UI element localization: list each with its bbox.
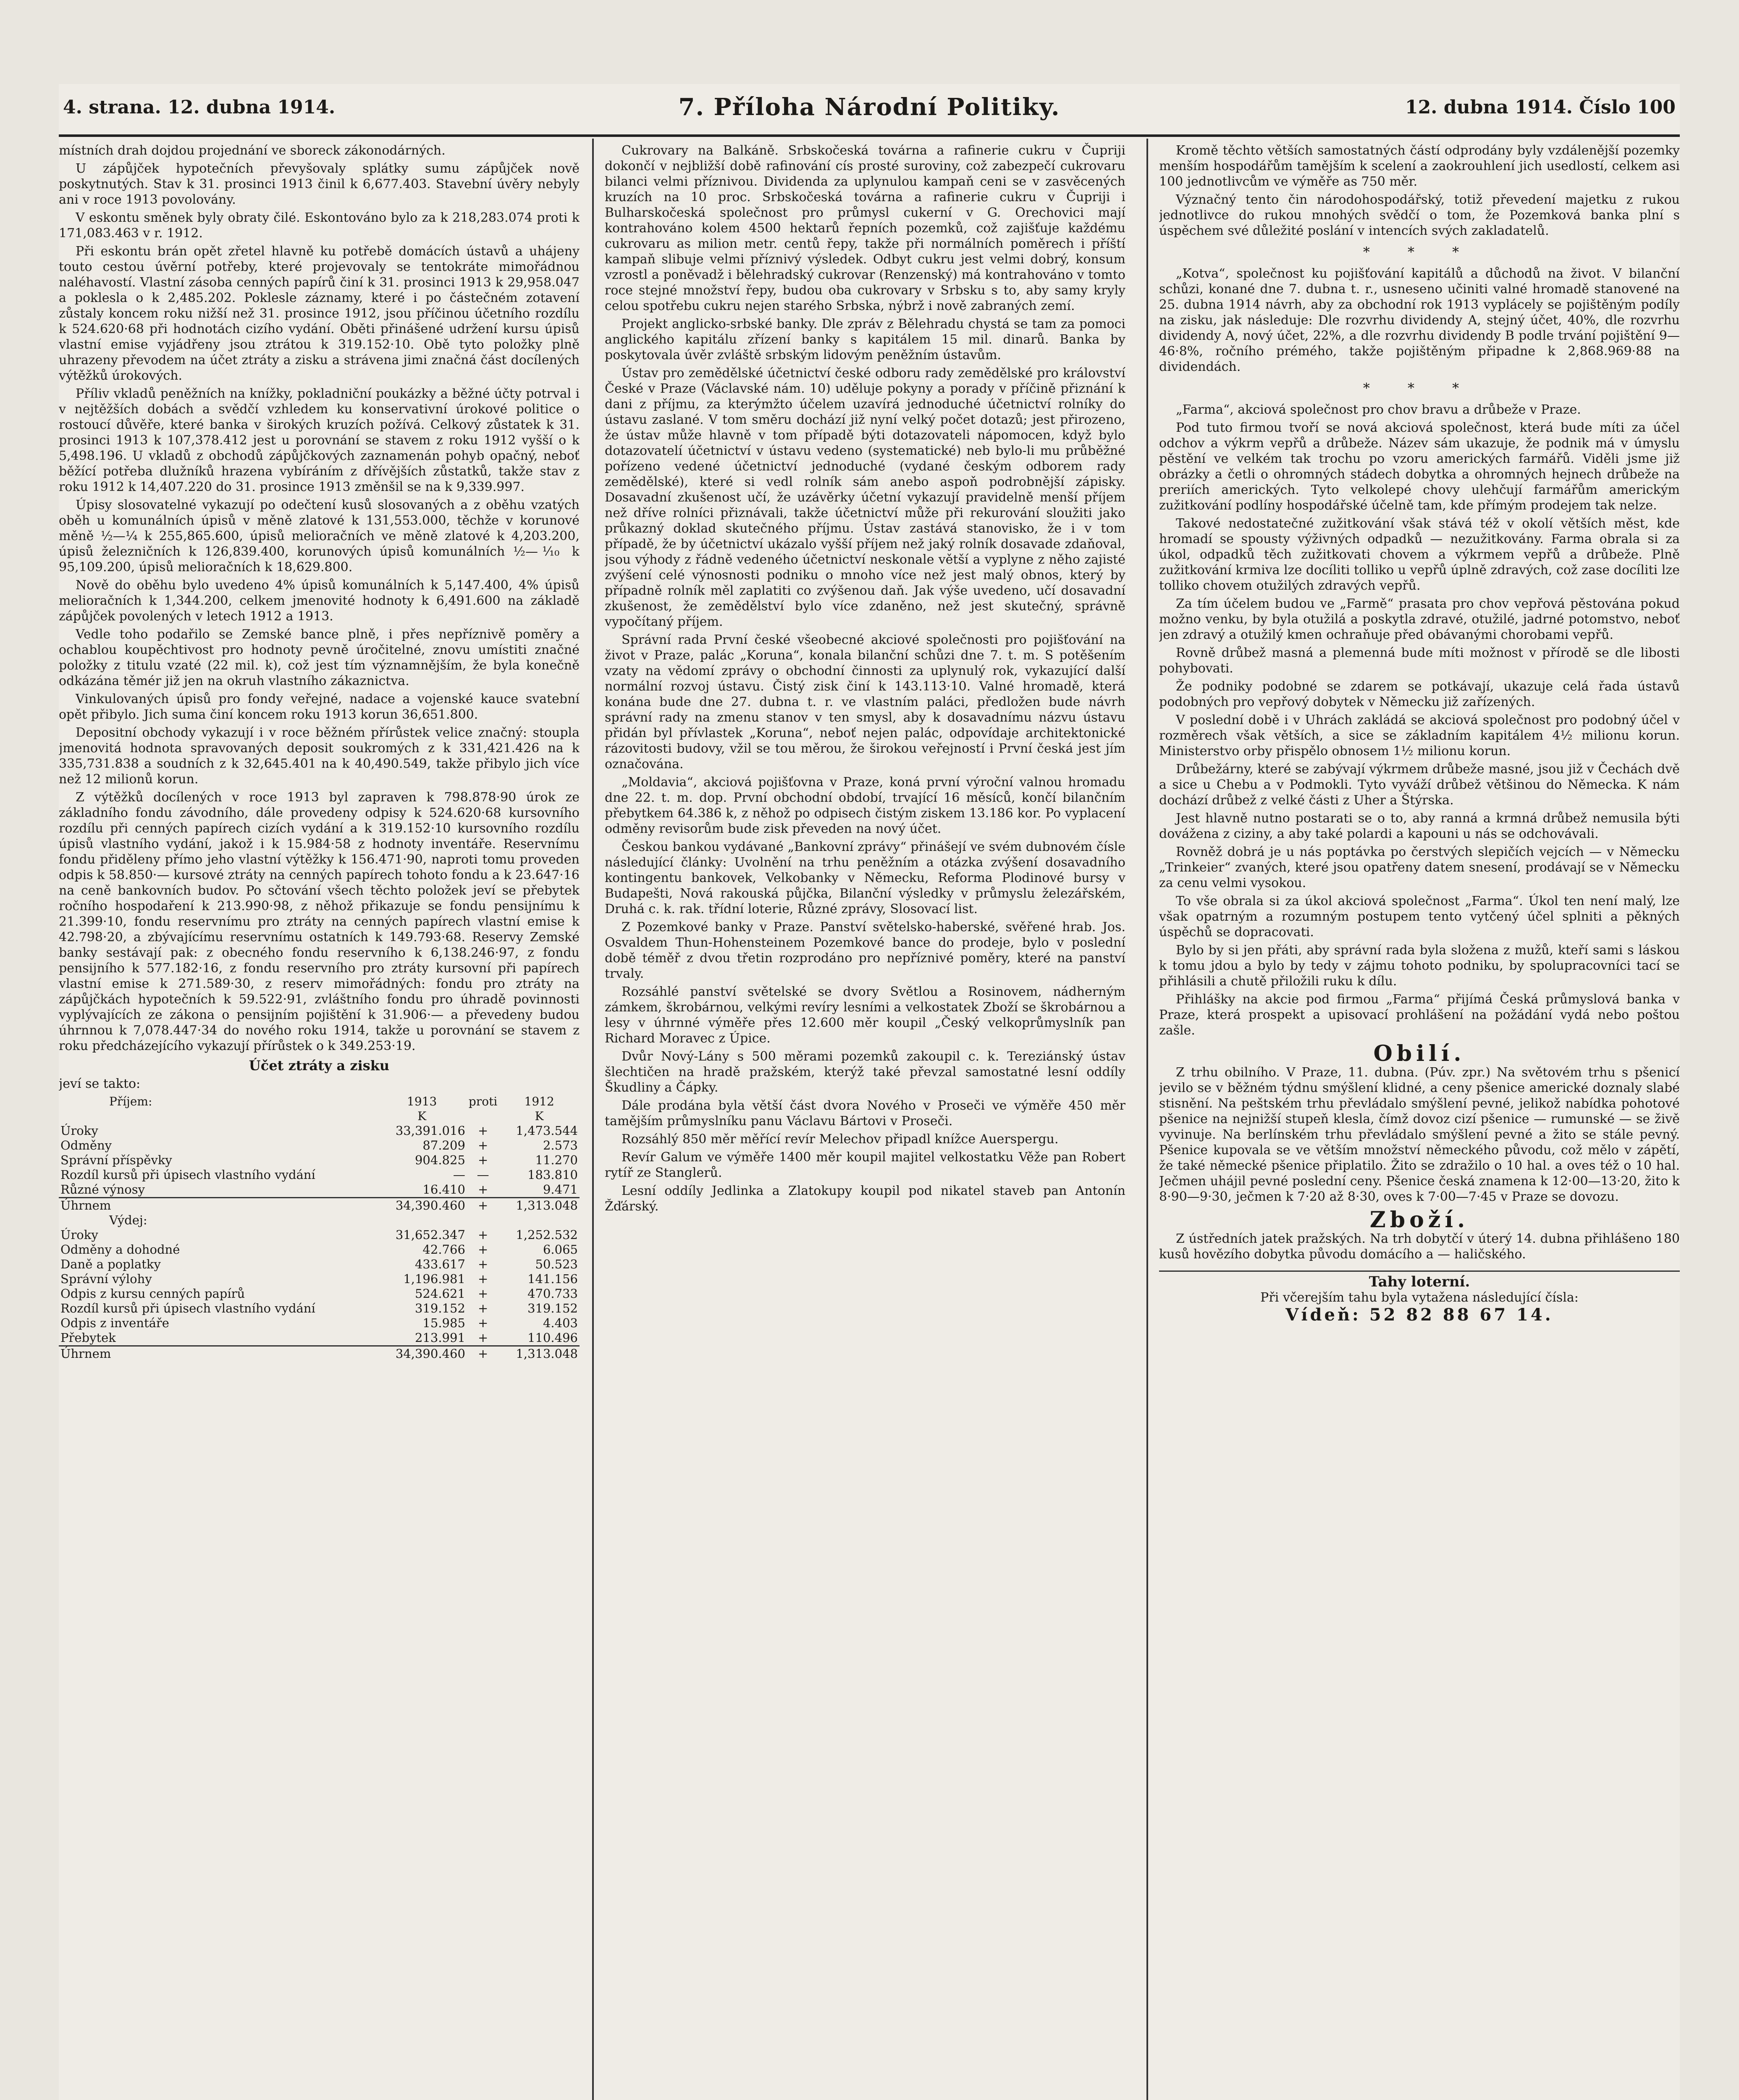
table-cell: Přebytek	[60, 1331, 116, 1345]
table-cell: 87.209	[422, 1138, 465, 1152]
table-cell: 319.152	[527, 1301, 578, 1315]
table-cell: Rozdíl kursů při úpisech vlastního vydání	[60, 1301, 315, 1315]
table-total-row	[59, 1198, 580, 1213]
article-paragraph: Z výtěžků docílených v roce 1913 byl zapraven k 798.878·90 úrok ze základního fondu závodního, dále provedeny odpisy k 524.620·68 kursovního rozdílu při cenných papírech cizích vydání a k 319.152·10 kursovního rozdílu úpisů vlastního vydání, jakož i k 15.984·58 z hodnoty inventáře. Reservnímu fondu přiděleny přímo jeho vlastní výtěžky k 156.471·90, naproti tomu proveden odpis k 58.850·— kursové ztráty na cenných papírech tohoto fondu a k 23.647·16 na ceně bankovních budov. Po sčtování všech těchto položek jeví se přebytek ročního hospodaření k 213.990·98, z něhož přikazuje se fondu pensijnímu k 21.399·10, fondu reservnímu pro ztráty na cenných papírech vlastní emise k 42.798·20, a zbývajícímu reservnímu ostatních k 149.793·68. Reservy Zemské banky sestávají pak: z obecného fondu reservního k 6,138.246·97, z fondu pensijního k 577.182·16, z fondu reservního pro ztráty kursovní při papírech vlastní emise k 271.589·30, z reserv mimořádných: fondu pro ztráty na zápůjčkách hypotečních k 59.522·91, zvláštního fondu pro úhradě povinnosti vyplývajících ze zákona o pensijním pojištění k 31.906·— a převedeny budou úhrnnou k 7,078.447·34 do nového roku 1914, takže u porovnání se stavem z roku předcházejícího vykazují přírůstek o k 349.253·19.	[59, 790, 580, 1053]
column-2	[605, 143, 1125, 2100]
article-paragraph: Že podniky podobné se zdarem se potkávají, ukazuje celá řada ústavů podobných pro vepřový dobytek v Německu již zařízených.	[1159, 679, 1680, 709]
column-3	[1159, 143, 1680, 2100]
article-paragraph: Rozsáhlé panství světelské se dvory Světlou a Rosinovem, nádherným zámkem, škrobárnou, velkými revíry lesními a velkostatek Zboží se škrobárnou a lesy v úhrnné výměře přes 12.600 měr koupil „Český velkoprůmyslník pan Richard Moravec z Úpice.	[605, 984, 1125, 1046]
table-cell: +	[477, 1138, 488, 1152]
article-slaughterhouse: Z ústředních jatek pražských. Na trh dobytčí v úterý 14. dubna přihlášeno 180 kusů hovězího dobytka původu domácího a — haličského.	[1159, 1231, 1680, 1262]
table-cell: 110.496	[527, 1331, 578, 1345]
table-cell: +	[467, 1198, 499, 1213]
article-paragraph: Význačný tento čin národohospodářský, totiž převedení majetku z rukou jednotlivce do rukou mnohých svědčí o tom, že Pozemková banka plní s úspěchem své důležité poslání v intencích svých zakladatelů.	[1159, 192, 1680, 238]
column-divider	[1146, 139, 1148, 2100]
article-paragraph: Jest hlavně nutno postarati se o to, aby ranná a krmná drůbež nemusila býti dovážena z ciziny, a aby také polardi a kapouni u nás se odchovávali.	[1159, 811, 1680, 841]
article-moldavia: „Moldavia“, akciová pojišťovna v Praze, koná první výroční valnou hromadu dne 22. t. m. dop. První obchodní období, trvající 16 měsíců, končí bilančním přebytkem 64.386 k, z něhož po odpisech čistým ziskem 13.186 kor. Po vyplacení odměny revisorům bude zisk převeden na nový účet.	[605, 775, 1125, 836]
table-cell: +	[477, 1272, 488, 1286]
table-cell: Úroky	[60, 1228, 98, 1242]
table-cell: Daně a poplatky	[60, 1257, 161, 1271]
table-cell: +	[477, 1301, 488, 1315]
article-sugar-balkans: Cukrovary na Balkáně. Srbskočeská továrna a rafinerie cukru v Čupriji dokončí v nejbližší době rafinování cís prosté suroviny, což zabezpečí cukrovaru bilanci velmi příznivou. Dividenda za uplynulou kampaň ceni se v zasvěcených kruzích na 10 proc. Srbskočeská továrna a rafinerie cukru v Čupriji i Bulharskočeská společnost pro průmysl cukerní v G. Orechovici mají kontrahováno kolem 4500 hektarů řepních pozemků, což zajišťuje každému cukrovaru as milion metr. centů řepy, takže při normálních poměrech i příští kampaň slibuje velmi příznivý výsledek. Odbyt cukru jest velmi dobrý, konsum vzrostl a poněvadž i bělehradský cukrovar (Renzenský) má kontrahováno v tomto roce stejné množství řepy, budou oba cukrovary v Srbsku s to, aby samy kryly celou spotřebu cukru nejen starého Srbska, nýbrž i nově zabraných zemí.	[605, 143, 1125, 313]
table-cell: 33,391.016	[395, 1124, 465, 1138]
article-paragraph: Drůbežárny, které se zabývají výkrmem drůbeže masné, jsou již v Čechách dvě a sice u Chebu a v Podmokli. Tyto vyváží drůbež většinou do Německa. K nám dochází drůbež z velké části z Uher a Štýrska.	[1159, 762, 1680, 808]
table-cell: 16.410	[422, 1182, 465, 1197]
account-intro: jeví se takto:	[59, 1076, 141, 1091]
table-cell: Odměny	[60, 1138, 112, 1152]
table-cell: 50.523	[535, 1257, 578, 1271]
table-row	[59, 1331, 580, 1346]
table-cell: Odpis z kursu cenných papírů	[60, 1286, 245, 1301]
table-row	[59, 1242, 580, 1257]
table-cell: 15.985	[422, 1316, 465, 1330]
article-paragraph: Úpisy slosovatelné vykazují po odečtení kusů slosovaných a z oběhu vzatých oběh u komunálních úpisů v měně zlatové k 131,553.000, těchže v korunové měně ½—¼ k 255,865.600, úpisů melioračních ve měně zlatové k 4,203.200, úpisů železničních k 126,839.400, korunových úpisů komunálních ½—⅒ k 95,109.200, úpisů melioračních k 18,629.800.	[59, 498, 580, 575]
profit-loss-table	[59, 1094, 580, 1361]
lottery-box	[1159, 1270, 1680, 1323]
lottery-numbers: 52 82 88 67 14.	[1369, 1305, 1553, 1325]
account-title: Účet ztráty a zisku	[249, 1058, 390, 1074]
article-first-czech-insurance: Správní rada První české všeobecné akciové společnosti pro pojišťování na život v Praze, palác „Koruna“, konala bilanční schůzi dne 7. t. m. S potěšením vzaty na vědomí zprávy o obchodní činnosti za uplynulý rok, vykazující další normální rozvoj ústavu. Čistý zisk činí k 143.113·10. Valné hromadě, která konána bude dne 27. dubna t. r. ve vlastním paláci, předložen bude návrh správní rady na zmenu stanov v ten smysl, aby k dosavadnímu názvu ústavu přidán byl přívlastek „Koruna“, neboť nejen palác, odpovídaje architektonické rázovitosti budovy, vžil se tou měrou, že širokou veřejností i První česká jest jím označována.	[605, 633, 1125, 772]
page-header	[59, 84, 1680, 137]
table-section-label: Výdej:	[109, 1213, 147, 1227]
lottery-results	[1159, 1307, 1680, 1323]
table-cell: 34,390.460	[377, 1346, 467, 1362]
table-cell: Správní výlohy	[60, 1272, 152, 1286]
article-paragraph: Takové nedostatečné zužitkování však stává též v okolí větších měst, kde hromadí se spousty výživných odpadků — nezužitkovány. Farma obrala si za úkol, odpadků těch zužitkovati chovem a výkrmem vepřů a drůbeže. Plně zužitkování krmiva lze docíliti tolliko u vepřů úplně zdravých, což zase docíliti lze tolliko chovem otužilých zdravých vepřů.	[1159, 516, 1680, 593]
table-cell: 433.617	[414, 1257, 465, 1271]
table-cell: +	[477, 1228, 488, 1242]
table-cell: 319.152	[414, 1301, 465, 1315]
table-cell: 6.065	[543, 1242, 578, 1257]
section-heading-goods: Zboží.	[1369, 1207, 1469, 1233]
table-cell: +	[477, 1182, 488, 1197]
table-cell: +	[477, 1286, 488, 1301]
issue-date-number: 12. dubna 1914. Číslo 100	[1405, 97, 1676, 118]
table-cell: +	[477, 1153, 488, 1167]
article-paragraph: Rozsáhlý 850 měr měřící revír Melechov připadl knížce Auerspergu.	[622, 1132, 1059, 1147]
table-row	[59, 1272, 580, 1286]
page-number-date: 4. strana. 12. dubna 1914.	[63, 97, 336, 118]
table-cell: 11.270	[535, 1153, 578, 1167]
table-row	[59, 1301, 580, 1316]
table-cell: 904.825	[414, 1153, 465, 1167]
lottery-subtitle: Při včerejším tahu byla vytažena následující čísla:	[1260, 1290, 1579, 1305]
year-1912-header: 1912 K	[524, 1095, 554, 1123]
article-kotva: „Kotva“, společnost ku pojišťování kapitálů a důchodů na život. V bilanční schůzi, konané dne 7. dubna t. r., usneseno učiniti valné hromadě stanovené na 25. dubna 1914 návrh, aby za obchodní rok 1913 vyplácely se pojištěným podíly na zisku, jak následuje: Dle rozvrhu dividendy A, stejný účet, 40%, dle rozvrhu dividendy A, nový účet, 22%, a dle rozvrhu dividendy B podle trvání pojištění 9—46·8%, ročního prémého, takže pojištěným připadne k 2,868.969·88 na dividendách.	[1159, 266, 1680, 374]
table-cell: +	[477, 1124, 488, 1138]
table-cell: 1,252.532	[516, 1228, 578, 1242]
table-cell: Odpis z inventáře	[60, 1316, 169, 1330]
table-cell: Různé výnosy	[60, 1182, 145, 1197]
table-cell: 213.991	[414, 1331, 465, 1345]
income-header: Příjem:	[109, 1095, 152, 1108]
table-cell: Odměny a dohodné	[60, 1242, 180, 1257]
table-cell: Správní příspěvky	[60, 1153, 172, 1167]
table-row	[59, 1228, 580, 1242]
table-row	[59, 1316, 580, 1331]
table-row	[59, 1124, 580, 1138]
table-cell: Úhrnem	[59, 1198, 377, 1213]
column-divider	[592, 139, 594, 2100]
section-heading-grain: Obilí.	[1373, 1041, 1466, 1066]
article-paragraph: Pod tuto firmou tvoří se nová akciová společnost, která bude míti za účel odchov a výkrm vepřů a drůbeže. Název sám ukazuje, že podnik má v úmyslu pěstění ve velkém tak trochu po vzoru amerických farmářů. Viděli jsme již obrázky a četli o ohromných stádech dobytka a ohromných hejnech drůbeže na preriích amerických. Tyto velkolepé chovy ulehčují farmářům americkým zužitkování podlíny hospodářské účelně tam, kde přímým prodejem tak nelze.	[1159, 420, 1680, 513]
section-separator: * * *	[1363, 244, 1476, 260]
article-anglo-serbian-bank: Projekt anglicko-srbské banky. Dle zpráv z Bělehradu chystá se tam za pomoci anglického kapitálu zřízení banky s kapitálem 15 mil. dinarů. Banka by poskytovala úvěr zvláště srbským lidovým peněžním ústavům.	[605, 317, 1125, 362]
table-total-row	[59, 1346, 580, 1362]
column-1	[59, 143, 580, 2100]
table-cell: 1,313.048	[499, 1198, 580, 1213]
article-paragraph: Nově do oběhu bylo uvedeno 4% úpisů komunálních k 5,147.400, 4% úpisů melioračních k 1,344.200, celkem jmenovité hodnoty k 6,491.600 na základě zápůjček povolených v letech 1912 a 1913.	[59, 578, 580, 624]
table-cell: Rozdíl kursů při úpisech vlastního vydání	[60, 1168, 315, 1182]
year-1913-header: 1913 K	[407, 1095, 437, 1123]
article-paragraph: Příliv vkladů peněžních na knížky, pokladniční poukázky a běžné účty potrval i v nejtěžších dobách a svědčí vzhledem ku konservativní úrokové politice o rostoucí důvěře, které banka v širokých kruzích požívá. Celkový zůstatek k 31. prosinci 1913 k 107,378.412 jest u porovnání se stavem z roku 1912 vyšší o k 5,498.196. U vkladů z obchodů zápůjčkových zaznamenán pohyb opačný, neboť běžící potřeba dlužníků hrazena vybíráním z dřívějších zůstatků, takže stav z roku 1912 k 14,407.220 do 31. prosince 1913 změnšil se na k 9,339.997.	[59, 386, 580, 494]
compare-header: proti	[468, 1095, 498, 1108]
expense-header-row	[59, 1213, 580, 1228]
article-paragraph: V eskontu směnek byly obraty čilé. Eskontováno bylo za k 218,283.074 proti k 171,083.463 v r. 1912.	[59, 210, 580, 241]
article-farma-title: „Farma“, akciová společnost pro chov bravu a drůbeže v Praze.	[1176, 402, 1581, 417]
table-cell: —	[477, 1168, 489, 1182]
article-paragraph: Při eskontu brán opět zřetel hlavně ku potřebě domácích ústavů a uhájeny touto cestou úvěrní potřeby, které projevovaly se tentokráte mimořádnou naléhavostí. Vlastní zásoba cenných papírů činí k 31. prosinci 1913 k 29,958.047 a poklesla o k 2,485.202. Poklesle záznamy, které i po částečném zotavení zůstaly koncem roku nižší než 31. prosince 1912, jsou příčinou účetního rozdílu k 524.620·68 při hodnotách cizího vydání. Oběti přinášené udržení kursu úpisů vlastní emise vyjádřeny jsou ztrátou k 319.152·10. Obě tyto položky plně uhrazeny převodem na účet ztráty a zisku a strávena jimi značná část docílených výtěžků úrokových.	[59, 244, 580, 383]
article-paragraph: Dále prodána byla větší část dvora Nového v Proseči ve výměře 450 měr tamějším průmyslníku panu Václavu Bártovi v Proseči.	[605, 1098, 1125, 1129]
table-cell: —	[453, 1168, 465, 1182]
article-bank-news: Českou bankou vydávané „Bankovní zprávy“ přinášejí ve svém dubnovém čísle následující články: Uvolnění na trhu peněžním a otázka zvýšení dosavadního kontingentu bankovek, Velkobanky v Německu, Reforma Plodinové bursy v Budapešti, Nová rakouská půjčka, Bilanční výsledky v průmyslu železářském, Druhá c. k. rak. třídní loterie, Různé zprávy, Slosovací list.	[605, 840, 1125, 916]
table-cell: 2.573	[543, 1138, 578, 1152]
article-agricultural-accounting: Ústav pro zemědělské účetnictví české odboru rady zemědělské pro království České v Praze (Václavské nám. 10) uděluje pokyny a porady v příčině přiznání k dani z příjmu, za kterýmžto účelem uzavírá jednoduché účetnictví rolníky do ústavu zaslané. V tom směru dochází již nyní velký počet dotazů; jest přirozeno, že ústav může hlavně v tom případě býti dotazovateli nápomocen, když bylo dotazovatelí účetnictví v ústavu vedeno (systematické) neb bylo-li mu průběžné pořízeno vedené účetnictví jednoduché (vydané českým odborem rady zemědělské), které si vedl rolník sám anebo aspoň podrobnější zápisky. Dosavadní zkušenost učí, že uzávěrky účetní vykazují pravidelně menší příjem než dříve rolníci přiznávali, takže účetnictví může při rekurování sloužiti jako průkazný doklad skutečného příjmu. Ústav zastává stanovisko, že i v tom případě, že by účetnictví ukázalo vyšší příjem než jaký rolník dosavade zdaňoval, jsou výhody z řádně vedeného účetnictví neskonale větší a vyplyne z něho zajisté zvýšení celé výnosnosti podniku o mnoho více než jest malý obnos, který by případně rolník měl zaplatiti co zvýšenou daň. Jak výše uvedeno, učí dosavadní zkušenost, že zemědělství bylo více zdaněno, než jest skutečný, správně vypočítaný příjem.	[605, 366, 1125, 629]
table-cell: 1,313.048	[499, 1346, 580, 1362]
lottery-city: Vídeň:	[1285, 1305, 1361, 1325]
table-cell: 4.403	[543, 1316, 578, 1330]
table-row	[59, 1257, 580, 1272]
table-row	[59, 1286, 580, 1301]
table-cell: +	[477, 1316, 488, 1330]
table-cell: Úhrnem	[59, 1346, 377, 1362]
table-row	[59, 1168, 580, 1182]
table-cell: 183.810	[527, 1168, 578, 1182]
table-row	[59, 1153, 580, 1168]
article-paragraph: Rovněž dobrá je u nás poptávka po čerstvých slepičích vejcích — v Německu „Trinkeier“ zvaných, které jsou opatřeny datem snesení, prodávají se v Německu za cenu velmi vysokou.	[1159, 845, 1680, 890]
table-cell: 141.156	[527, 1272, 578, 1286]
table-cell: +	[477, 1257, 488, 1271]
lottery-title: Tahy loterní.	[1159, 1270, 1680, 1290]
article-paragraph: Kromě těchto větších samostatných částí odprodány byly vzdálenější pozemky menším hospodářům tamějším k scelení a zaokrouhlení jich usedlostí, celkem asi 100 jednotlivcům ve výměře as 750 měr.	[1159, 143, 1680, 189]
article-paragraph: U zápůjček hypotečních převyšovaly splátky sumu zápůjček nově poskytnutých. Stav k 31. prosinci 1913 činil k 6,677.403. Stavební úvěry nebyly ani v roce 1913 povolovány.	[59, 161, 580, 207]
article-paragraph: Depositní obchody vykazují i v roce běžném přírůstek velice značný: stoupla jmenovitá hodnota spravovaných deposit soukromých z k 331,421.426 na k 335,731.838 a soudních z k 32,645.401 na k 40,490.549, takže přibylo jich více než 12 milionů korun.	[59, 725, 580, 787]
table-cell: +	[477, 1331, 488, 1345]
article-paragraph: Revír Galum ve výměře 1400 měr koupil majitel velkostatku Věže pan Robert rytíř ze Stanglerů.	[605, 1150, 1125, 1180]
article-paragraph: Vinkulovaných úpisů pro fondy veřejné, nadace a vojenské kauce svatební opět přibylo. Jich suma činí koncem roku 1913 korun 36,651.800.	[59, 692, 580, 722]
article-paragraph: Dvůr Nový-Lány s 500 měrami pozemků zakoupil c. k. Tereziánský ústav šlechtičen na hradě pražském, kterýž také převzal samostatné lesní oddíly Škudliny a Čápky.	[605, 1049, 1125, 1095]
article-paragraph: Přihlášky na akcie pod firmou „Farma“ přijímá Česká průmyslová banka v Praze, která prospekt a upisovací prohlášení na požádání vydá nebo poštou zašle.	[1159, 992, 1680, 1038]
article-paragraph: Za tím účelem budou ve „Farmě“ prasata pro chov vepřová pěstována pokud možno venku, by byla otužilá a poskytla zdravé, otužilé, jadrné potomstvo, neboť jen zdravý a otužilý kmen ochraňuje před obávanými chorobami vepřů.	[1159, 596, 1680, 642]
table-cell: Úroky	[60, 1124, 98, 1138]
table-cell: +	[467, 1346, 499, 1362]
table-row	[59, 1138, 580, 1153]
article-paragraph: V poslední době i v Uhrách zakládá se akciová společnost pro podobný účel v rozměrech však větších, a sice se základním kapitálem 4½ milionu korun. Ministerstvo orby přispělo obnosem 1½ milionu korun.	[1159, 713, 1680, 759]
table-cell: 31,652.347	[395, 1228, 465, 1242]
article-paragraph: místních drah dojdou projednání ve sboreck zákonodárných.	[59, 143, 446, 158]
table-cell: 34,390.460	[377, 1198, 467, 1213]
table-cell: +	[477, 1242, 488, 1257]
section-separator: * * *	[1363, 380, 1476, 396]
article-paragraph: Rovně drůbež masná a plemenná bude míti možnost v přírodě se dle libosti pohybovati.	[1159, 646, 1680, 676]
table-cell: 1,196.981	[403, 1272, 465, 1286]
table-row	[59, 1182, 580, 1198]
table-cell: 9.471	[543, 1182, 578, 1197]
table-cell: 42.766	[422, 1242, 465, 1257]
article-paragraph: Lesní oddíly Jedlinka a Zlatokupy koupil pod nikatel staveb pan Antonín Žďárský.	[605, 1184, 1125, 1214]
article-grain-market: Z trhu obilního. V Praze, 11. dubna. (Púv. zpr.) Na světovém trhu s pšenicí jevilo se v běžném týdnu smýšlení klidné, a ceny pšenice americké doznaly slabé stisnění. Na peštském trhu převládalo smýšlení pevné, jelikož nabídka pohotové pšenice na nejnižší stupeň klesla, čímž dovoz cizí pšenice — rumunské — se živě vyvinuje. Na berlínském trhu převládalo smýšlení pevné a žito se stále pevný. Pšenice kupovala se ve větším množství německého původu, což mělo v zápětí, že také německé pšenice připlatilo. Žito se zdražilo o 10 hal. a oves též o 10 hal. Ječmen uhájil pevné poslední ceny. Pšenice česká znamena k 12·00—13·20, žito k 8·90—9·30, ječmen k 7·20 až 8·30, oves k 7·00—7·45 v Praze se dovozu.	[1159, 1065, 1680, 1204]
article-paragraph: To vše obrala si za úkol akciová společnost „Farma“. Úkol ten není malý, lze však opatrným a rozumným postupem tento vytčený účel splniti a pěkných úspěchů se dopracovati.	[1159, 894, 1680, 940]
article-paragraph: Vedle toho podařilo se Zemské bance plně, i přes nepříznivě poměry a ochablou koupěchtivost pro hodnoty pevně úročitelné, znovu umístiti značné položky z titulu vzaté (22 mil. k), což jest tím významnějším, že byla konečně odkázána těmér již jen na okruh vlastního zákaznictva.	[59, 627, 580, 688]
table-header-row	[59, 1094, 580, 1124]
publication-title: 7. Příloha Národní Politiky.	[678, 93, 1060, 121]
article-paragraph: Bylo by si jen přáti, aby správní rada byla složena z mužů, kteří sami s láskou k tomu jdou a bylo by tedy v zájmu tohoto podniku, by spolupracovníci tací se přihlásili a chutě přiložili ruku k dílu.	[1159, 943, 1680, 989]
article-land-bank: Z Pozemkové banky v Praze. Panství světelsko-haberské, svěřené hrab. Jos. Osvaldem Thun-Hohensteinem Pozemkové bance do prodeje, bylo v poslední době téměř z dvou třetin rozprodáno pro nepříznivé poměry, které na panství trvaly.	[605, 920, 1125, 981]
table-cell: 470.733	[527, 1286, 578, 1301]
table-cell: 524.621	[414, 1286, 465, 1301]
newspaper-page	[59, 84, 1680, 2100]
table-cell: 1,473.544	[516, 1124, 578, 1138]
